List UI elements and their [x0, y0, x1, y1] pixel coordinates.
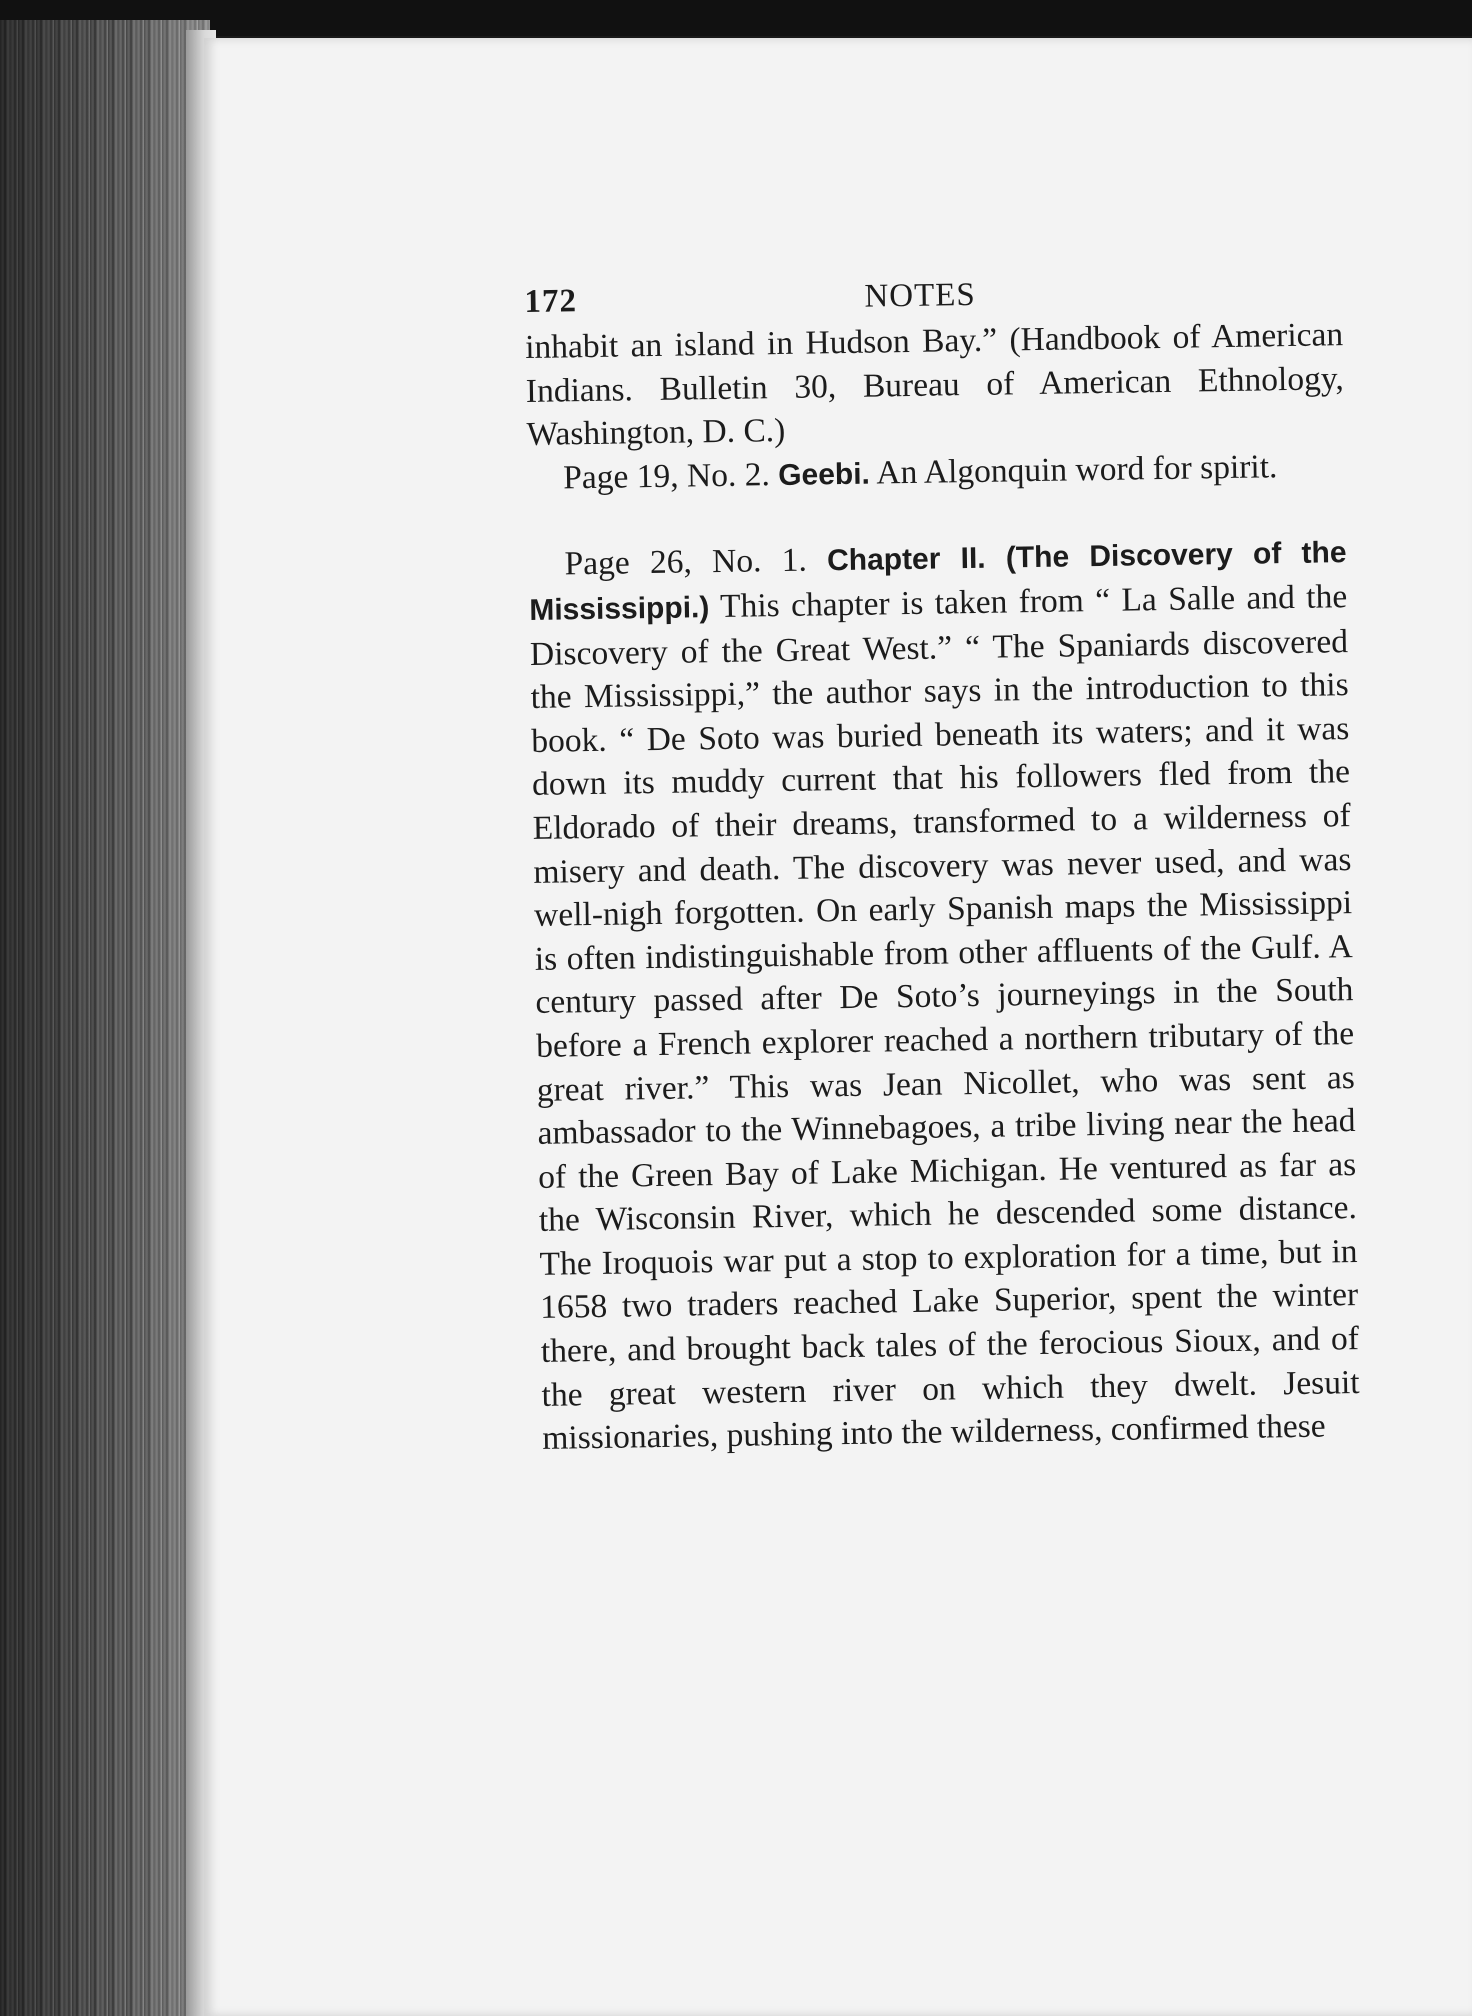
page-text-block — [524, 259, 1361, 1461]
note-text: An Algonquin word for spirit. — [876, 447, 1278, 492]
scan-top-border — [0, 0, 1472, 36]
note-term: Geebi. — [777, 457, 871, 492]
note-chapter-ii — [528, 530, 1360, 1460]
note-term: Chapter II. (The Discovery of the Mississippi.) — [529, 536, 1347, 627]
note-text: This chapter is taken from “ La Salle and the Discovery of the Great West.” “ The Spaniards discovered the Mississippi,” the author says in the introduction to this book. “ De Soto was buried beneath its waters; and it was down its muddy current that his followers fled from the Eldorado of their dreams, transformed to a wilderness of misery and death. The discovery was never used, and was well-nigh forgotten. On early Spanish maps the Mississippi is often indistinguishable from other affluents of the Gulf. A century passed after De Soto’s journeyings in the South before a French explorer reached a northern tributary of the great river.” This was Jean Nicollet, who was sent as ambassador to the Winnebagoes, a tribe living near the head of the Green Bay of Lake Michigan. He ventured as far as the Wisconsin River, which he descended some distance. The Iroquois war put a stop to exploration for a time, but in 1658 two traders reached Lake Superior, spent the winter there, and brought back tales of the ferocious Sioux, and of the great western river on which they dwelt. Jesuit missionaries, pushing into the wilderness, confirmed these — [529, 578, 1360, 1458]
note-paragraph-continuation: inhabit an island in Hudson Bay.” (Handbook of American Indians. Bulletin 30, Bureau of American Ethnology, Washington, D. C.) — [524, 316, 1345, 454]
section-title: NOTES — [864, 276, 977, 315]
note-reference: Page 26, No. 1. — [564, 541, 808, 583]
note-reference: Page 19, No. 2. — [562, 455, 771, 497]
book-page-edges — [0, 20, 210, 2016]
page-number: 172 — [524, 283, 578, 320]
